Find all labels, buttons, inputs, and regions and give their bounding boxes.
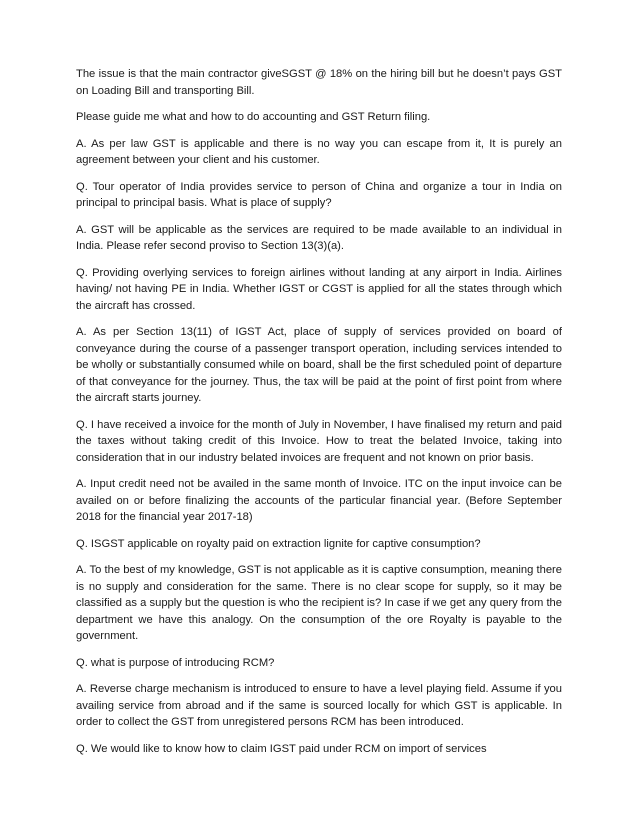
paragraph-contractor-issue: The issue is that the main contractor giveSGST @ 18% on the hiring bill but he doesn’t pays GST on Loading Bill and transporting Bill. [76,68,562,97]
answer-tour-operator: A. GST will be applicable as the services are required to be made available to an individual in India. Please refer second proviso to Section 13(3)(a). [76,223,562,252]
question-igst-rcm-import: Q. We would like to know how to claim IGST paid under RCM on import of services [76,742,487,755]
answer-belated-invoice: A. Input credit need not be availed in the same month of Invoice. ITC on the input invoice can be availed on or before finalizing the accounts of the particular financial year. (Before September 2018 for the financial year 2017-18) [76,478,562,523]
paragraph-guidance-request: Please guide me what and how to do accounting and GST Return filing. [76,111,431,123]
question-overlying-services: Q. Providing overlying services to foreign airlines without landing at any airport in India. Airlines having/ not having PE in India. Whether IGST or CGST is applied for all the states through which the aircraft has crossed. [76,266,562,312]
question-tour-operator: Q. Tour operator of India provides service to person of China and organize a tour in India on principal to principal basis. What is place of supply? [76,180,562,209]
question-royalty: Q. ISGST applicable on royalty paid on extraction lignite for captive consumption? [76,537,481,550]
answer-gst-applicable: A. As per law GST is applicable and there is no way you can escape from it, It is purely an agreement between your client and his customer. [76,137,562,166]
question-rcm-purpose: Q. what is purpose of introducing RCM? [76,656,275,669]
question-belated-invoice: Q. I have received a invoice for the month of July in November, I have finalised my return and paid the taxes without taking credit of this Invoice. How to treat the belated Invoice, taking into consideration that in our industry belated invoices are frequent and not known on prior basis. [76,418,562,464]
answer-royalty: A. To the best of my knowledge, GST is not applicable as it is captive consumption, meaning there is no supply and consideration for the same. There is no clear scope for supply, so it may be classified as a supply but the question is who the recipient is? In case if we get any query from the department we have this analogy. On the consumption of the ore Royalty is payable to the government. [76,564,562,642]
answer-rcm-purpose: A. Reverse charge mechanism is introduced to ensure to have a level playing field. Assume if you availing service from abroad and if the same is sourced locally for which GST is applicable. In order to collect the GST from unregistered persons RCM has been introduced. [76,683,562,728]
document-page [76,66,562,767]
answer-overlying-services: A. As per Section 13(11) of IGST Act, place of supply of services provided on board of conveyance during the course of a passenger transport operation, including services intended to be wholly or substantially consumed while on board, shall be the first scheduled point of departure of that conveyance for the journey. Thus, the tax will be paid at the point of first point from where the aircraft starts journey. [76,326,562,404]
